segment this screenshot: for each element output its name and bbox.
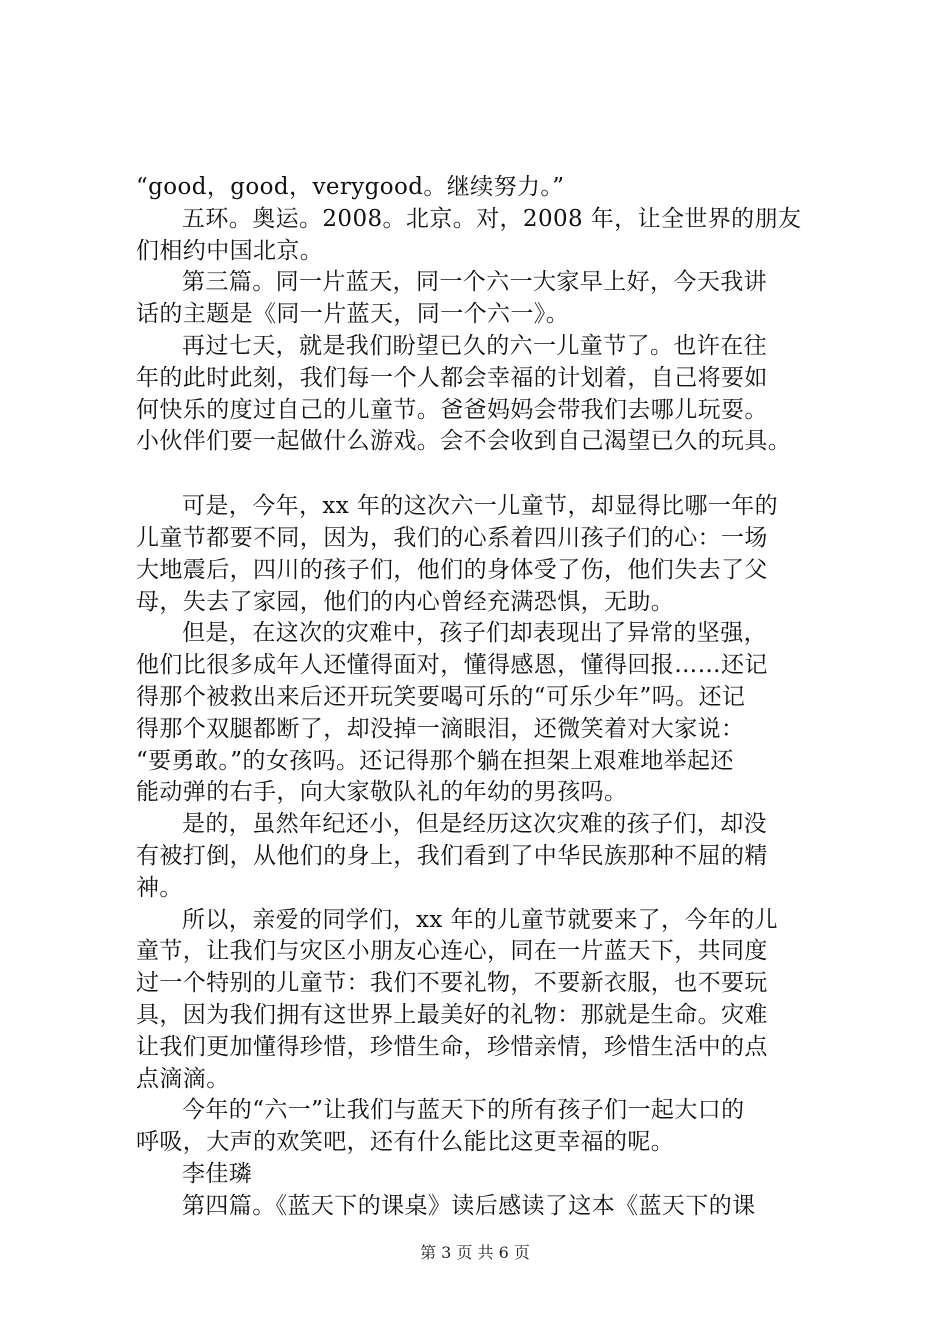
text-line: 何快乐的度过自己的儿童节。爸爸妈妈会带我们去哪儿玩耍。 — [136, 396, 768, 423]
text-line: 点滴滴。 — [136, 1065, 230, 1092]
document-body — [136, 172, 840, 1223]
text-line: 年的此时此刻，我们每一个人都会幸福的计划着，自己将要如 — [136, 364, 768, 391]
text-line: 五环。奥运。2008。北京。对，2008 年，让全世界的朋友 — [182, 205, 802, 232]
text-line: 大地震后，四川的孩子们，他们的身体受了伤，他们失去了父 — [136, 556, 768, 583]
text-line: 但是，在这次的灾难中，孩子们却表现出了异常的坚强， — [182, 620, 767, 647]
text-line: 小伙伴们要一起做什么游戏。会不会收到自己渴望已久的玩具。 — [136, 428, 792, 455]
text-line: 可是，今年，xx 年的这次六一儿童节，却显得比哪一年的 — [182, 493, 779, 520]
author-name: 李佳璘 — [182, 1160, 253, 1187]
page-number-label: 第 3 页 共 6 页 — [420, 1243, 530, 1262]
text-line: 今年的“六一”让我们与蓝天下的所有孩子们一起大口的 — [182, 1097, 745, 1124]
text-line: 能动弹的右手，向大家敬队礼的年幼的男孩吗。 — [136, 779, 628, 806]
text-line: 是的，虽然年纪还小，但是经历这次灾难的孩子们，却没 — [182, 811, 767, 838]
text-line: 儿童节都要不同，因为，我们的心系着四川孩子们的心：一场 — [136, 524, 768, 551]
text-line: “good，good，verygood。继续努力。” — [136, 174, 565, 200]
text-line: 有被打倒，从他们的身上，我们看到了中华民族那种不屈的精 — [136, 842, 768, 869]
text-line: 得那个双腿都断了，却没掉一滴眼泪，还微笑着对大家说： — [136, 715, 745, 742]
text-line: 们相约中国北京。 — [136, 237, 324, 264]
text-line: 具，因为我们拥有这世界上最美好的礼物：那就是生命。灾难 — [136, 1001, 768, 1028]
text-line: “要勇敢。”的女孩吗。还记得那个躺在担架上艰难地举起还 — [136, 747, 734, 774]
text-line: 过一个特别的儿童节：我们不要礼物，不要新衣服，也不要玩 — [136, 970, 768, 997]
text-line: 所以，亲爱的同学们，xx 年的儿童节就要来了，今年的儿 — [182, 906, 779, 933]
text-line: 再过七天，就是我们盼望已久的六一儿童节了。也许在往 — [182, 332, 767, 359]
page-footer — [0, 1243, 950, 1263]
section-heading-line: 第三篇。同一片蓝天，同一个六一大家早上好，今天我讲 — [182, 269, 767, 296]
text-line: 他们比很多成年人还懂得面对，懂得感恩，懂得回报……还记 — [136, 652, 768, 679]
section-heading-line: 第四篇。《蓝天下的课桌》读后感读了这本《蓝天下的课 — [182, 1192, 756, 1219]
text-line: 呼吸，大声的欢笑吧，还有什么能比这更幸福的呢。 — [136, 1129, 675, 1156]
text-line: 神。 — [136, 874, 183, 901]
text-line: 得那个被救出来后还开玩笑要喝可乐的“可乐少年”吗。还记 — [136, 683, 746, 710]
text-line: 让我们更加懂得珍惜，珍惜生命，珍惜亲情，珍惜生活中的点 — [136, 1033, 768, 1060]
text-line: 童节，让我们与灾区小朋友心连心，同在一片蓝天下，共同度 — [136, 938, 768, 965]
text-line: 话的主题是《同一片蓝天，同一个六一》。 — [136, 301, 570, 328]
text-line: 母，失去了家园，他们的内心曾经充满恐惧，无助。 — [136, 588, 675, 615]
